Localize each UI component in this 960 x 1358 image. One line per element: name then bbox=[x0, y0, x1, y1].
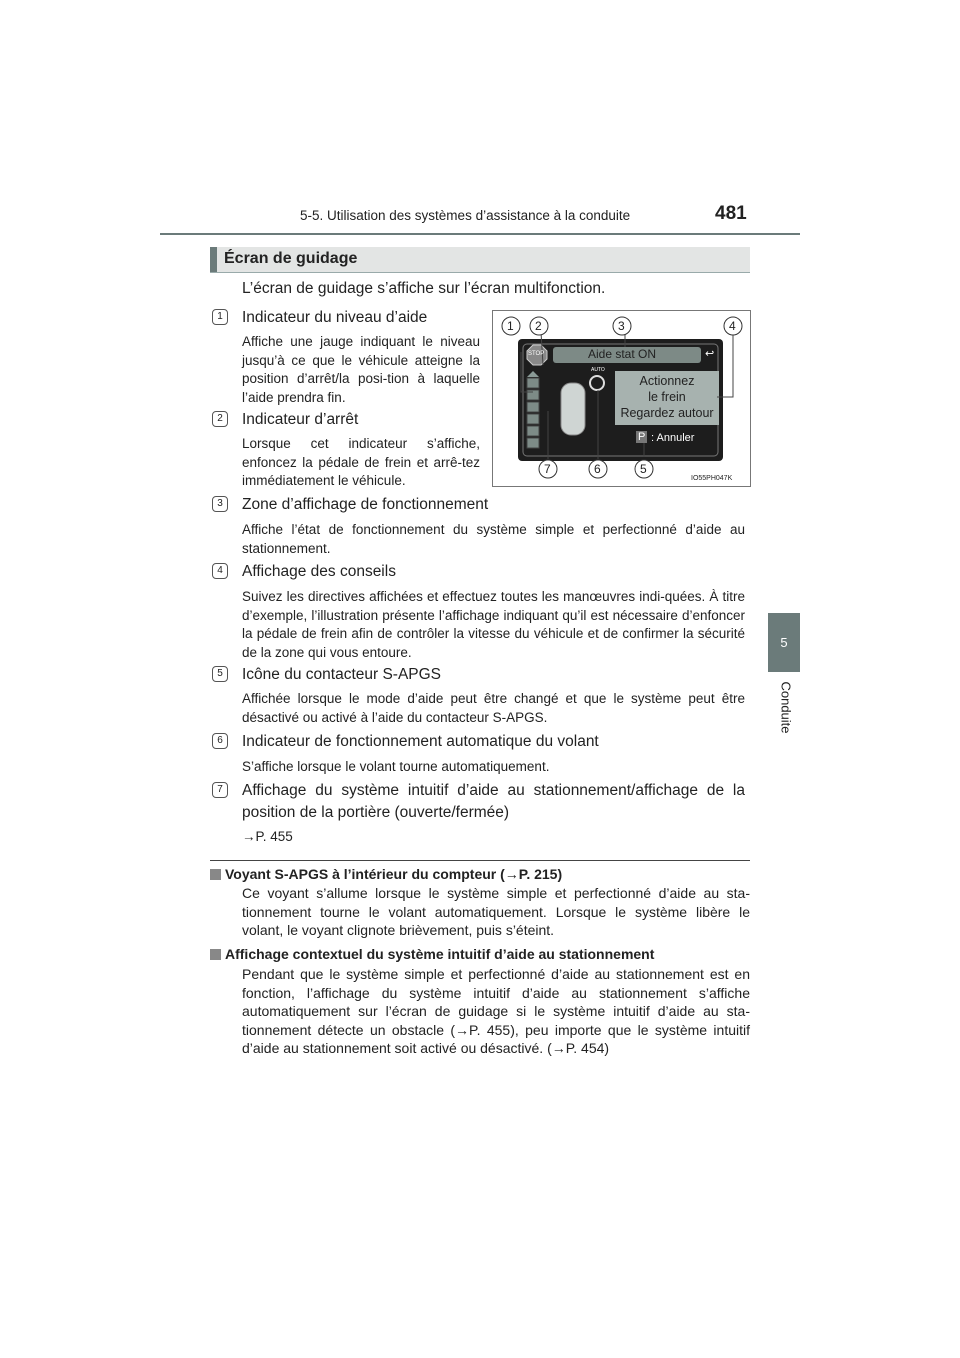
header-rule bbox=[160, 233, 800, 235]
item-desc: Lorsque cet indicateur s’affiche, enfoncez la pédale de frein et arrê-tez immédiatement le véhicule. bbox=[242, 436, 480, 488]
figure-code: IO55PH047K bbox=[691, 475, 733, 482]
callout: 6 bbox=[594, 462, 601, 476]
chapter-tab-label: Conduite bbox=[778, 681, 794, 734]
page-number: 481 bbox=[715, 203, 747, 224]
item-desc: Affiche l’état de fonctionnement du système simple et perfectionné d’aide au stationnement. bbox=[242, 522, 745, 556]
auto-steering-indicator: AUTO bbox=[591, 367, 605, 373]
item-title: Affichage du système intuitif d’aide au stationnement/affichage de la position de la portière (ouverte/fermée) bbox=[242, 782, 745, 821]
intro-text: L’écran de guidage s’affiche sur l’écran multifonction. bbox=[242, 280, 606, 297]
section-title: Écran de guidage bbox=[224, 250, 358, 267]
note-title: Affichage contextuel du système intuitif d’aide au stationnement bbox=[210, 946, 654, 962]
section-heading bbox=[210, 247, 750, 273]
callout: 5 bbox=[640, 462, 647, 476]
item-number: 1 bbox=[212, 309, 228, 325]
item-title: Affichage des conseils bbox=[242, 563, 396, 580]
item-desc: S’affiche lorsque le volant tourne automatiquement. bbox=[242, 759, 550, 774]
item-number: 4 bbox=[212, 563, 228, 579]
guidance-screen-illustration bbox=[492, 310, 751, 487]
callout: 3 bbox=[618, 319, 625, 333]
item-number: 2 bbox=[212, 411, 228, 427]
item-number: 7 bbox=[212, 782, 228, 798]
s-apgs-switch-icon: P bbox=[638, 431, 646, 443]
back-icon: ↩ bbox=[705, 348, 715, 360]
item-number: 6 bbox=[212, 733, 228, 749]
page-reference[interactable]: →P. 455 bbox=[242, 829, 293, 844]
callout: 2 bbox=[535, 319, 542, 333]
item-title: Zone d’affichage de fonctionnement bbox=[242, 496, 489, 513]
chapter-header: 5-5. Utilisation des systèmes d’assistance à la conduite bbox=[300, 208, 631, 223]
note-body: Ce voyant s’allume lorsque le système simple et perfectionné d’aide au sta-tionnement tourne le volant automatiquement. Lorsque le système libère le volant, le voyant clignote brièvement, puis s’éteint. bbox=[242, 885, 750, 938]
callout: 7 bbox=[544, 462, 551, 476]
callout: 4 bbox=[729, 319, 736, 333]
advice-display: Actionnez le frein Regardez autour bbox=[620, 374, 714, 420]
stop-indicator: STOP bbox=[528, 351, 545, 357]
item-number: 3 bbox=[212, 496, 228, 512]
item-desc: Affiche une jauge indiquant le niveau jusqu’à ce que le véhicule atteigne la position d’arrêt/la posi-tion à laquelle l’aide prendra fin. bbox=[242, 334, 480, 405]
callout: 1 bbox=[507, 319, 514, 333]
item-title: Indicateur de fonctionnement automatique du volant bbox=[242, 733, 599, 750]
cancel-label: : Annuler bbox=[651, 432, 695, 444]
note-body: Pendant que le système simple et perfectionné d’aide au stationnement est en fonction, l’affichage du système intuitif d’aide au stationnement s’affiche automatiquement sur l’écran de guidage si le système intuitif d’aide au sta-tionnement détecte un obstacle (→P. 455), peu importe que le système intuitif d’aide au stationnement soit activé ou désactivé. (→P. 454) bbox=[242, 966, 750, 1056]
item-desc: Affichée lorsque le mode d’aide peut être changé et que le système peut être désactivé ou activé à l’aide du contacteur S-APGS. bbox=[242, 691, 745, 725]
item-desc: Suivez les directives affichées et effectuez toutes les manœuvres indi-quées. À titre d’exemple, l’illustration présente l’affichage indiquant qu’il est nécessaire d’enfoncer la pédale de frein afin de contrôler la vitesse du véhicule et de confirmer la sécurité de la zone qui vous entoure. bbox=[242, 589, 745, 660]
item-title: Indicateur d’arrêt bbox=[242, 411, 359, 428]
chapter-tab[interactable]: 5 bbox=[768, 613, 800, 672]
item-title: Icône du contacteur S-APGS bbox=[242, 666, 442, 683]
item-title: Indicateur du niveau d’aide bbox=[242, 309, 428, 326]
divider bbox=[210, 860, 750, 861]
item-number: 5 bbox=[212, 666, 228, 682]
status-display: Aide stat ON bbox=[588, 347, 657, 361]
note-title: Voyant S-APGS à l’intérieur du compteur (→P. 215) bbox=[210, 866, 562, 882]
